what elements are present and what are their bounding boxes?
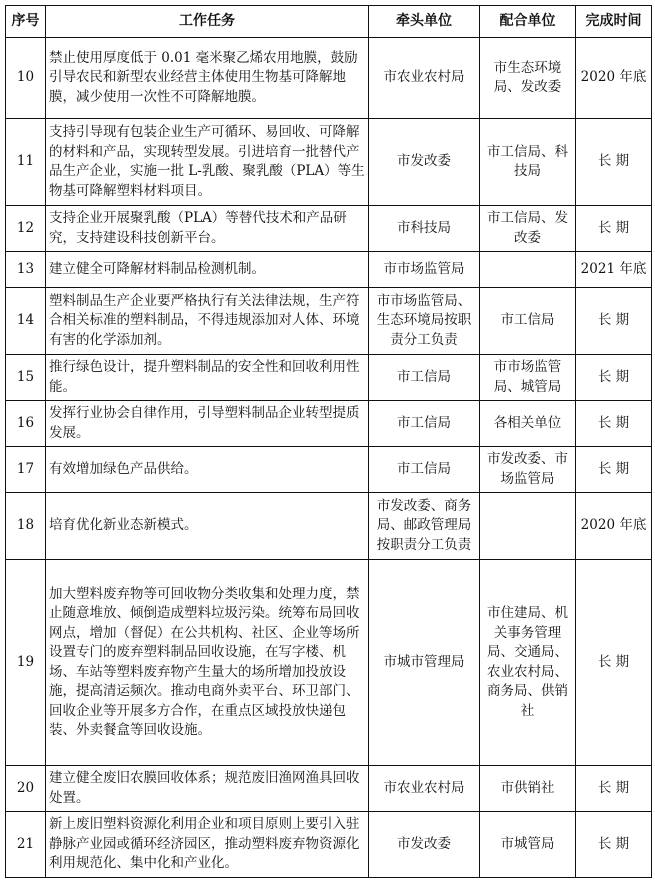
row-no: 17 (6, 447, 46, 493)
row-time: 2020 年底 (576, 493, 652, 560)
row-no: 11 (6, 119, 46, 206)
row-time: 2021 年底 (576, 252, 652, 288)
table-row (6, 812, 652, 878)
row-time: 长 期 (576, 560, 652, 766)
table-row (6, 766, 652, 812)
row-lead: 市工信局 (369, 355, 480, 401)
row-no: 10 (6, 38, 46, 119)
row-coop: 市供销社 (480, 766, 576, 812)
row-no: 12 (6, 206, 46, 252)
table-row (6, 38, 652, 119)
row-lead: 市工信局 (369, 401, 480, 447)
table-row (6, 252, 652, 288)
row-coop: 市发改委、市场监管局 (480, 447, 576, 493)
header-task: 工作任务 (46, 6, 369, 38)
row-task: 有效增加绿色产品供给。 (46, 447, 369, 493)
row-lead: 市农业农村局 (369, 766, 480, 812)
row-coop: 市工信局、发改委 (480, 206, 576, 252)
header-coop: 配合单位 (480, 6, 576, 38)
table-row (6, 493, 652, 560)
row-task: 发挥行业协会自律作用，引导塑料制品企业转型提质发展。 (46, 401, 369, 447)
row-coop: 市工信局、科技局 (480, 119, 576, 206)
row-task: 支持引导现有包装企业生产可循环、易回收、可降解的材料和产品，实现转型发展。引进培育一批替代产品生产企业，实施一批 L-乳酸、聚乳酸（PLA）等生物基可降解塑料材料项目。 (46, 119, 369, 206)
row-lead: 市市场监管局、生态环境局按职责分工负责 (369, 288, 480, 355)
table-row (6, 401, 652, 447)
task-table (5, 5, 652, 878)
row-task: 推行绿色设计，提升塑料制品的安全性和回收利用性能。 (46, 355, 369, 401)
row-lead: 市发改委 (369, 119, 480, 206)
row-task: 建立健全废旧农膜回收体系；规范废旧渔网渔具回收处置。 (46, 766, 369, 812)
row-coop: 市工信局 (480, 288, 576, 355)
row-no: 15 (6, 355, 46, 401)
row-task: 加大塑料废弃物等可回收物分类收集和处理力度，禁止随意堆放、倾倒造成塑料垃圾污染。统筹布局回收网点，增加（督促）在公共机构、社区、企业等场所设置专门的废弃塑料制品回收设施，在写字楼、机场、车站等塑料废弃物产生量大的场所增加投放设施，提高清运频次。推动电商外卖平台、环卫部门、回收企业等开展多方合作，在重点区域投放快递包装、外卖餐盒等回收设施。 (46, 560, 369, 766)
row-no: 19 (6, 560, 46, 766)
header-time: 完成时间 (576, 6, 652, 38)
table-header-row (6, 6, 652, 38)
row-time: 长 期 (576, 766, 652, 812)
row-time: 长 期 (576, 206, 652, 252)
row-time: 长 期 (576, 355, 652, 401)
row-time: 长 期 (576, 401, 652, 447)
table-row (6, 206, 652, 252)
table-row (6, 560, 652, 766)
row-task: 禁止使用厚度低于 0.01 毫米聚乙烯农用地膜，鼓励引导农民和新型农业经营主体使用生物基可降解地膜，减少使用一次性不可降解地膜。 (46, 38, 369, 119)
row-coop (480, 493, 576, 560)
row-lead: 市发改委、商务局、邮政管理局按职责分工负责 (369, 493, 480, 560)
row-coop (480, 252, 576, 288)
header-lead: 牵头单位 (369, 6, 480, 38)
row-lead: 市科技局 (369, 206, 480, 252)
row-coop: 市城管局 (480, 812, 576, 878)
table-row (6, 447, 652, 493)
row-task: 塑料制品生产企业要严格执行有关法律法规，生产符合相关标准的塑料制品，不得违规添加对人体、环境有害的化学添加剂。 (46, 288, 369, 355)
row-no: 20 (6, 766, 46, 812)
table-row (6, 288, 652, 355)
row-time: 长 期 (576, 119, 652, 206)
row-no: 16 (6, 401, 46, 447)
row-no: 13 (6, 252, 46, 288)
row-task: 建立健全可降解材料制品检测机制。 (46, 252, 369, 288)
row-lead: 市城市管理局 (369, 560, 480, 766)
row-task: 支持企业开展聚乳酸（PLA）等替代技术和产品研究，支持建设科技创新平台。 (46, 206, 369, 252)
row-coop: 各相关单位 (480, 401, 576, 447)
row-time: 长 期 (576, 288, 652, 355)
row-coop: 市生态环境局、发改委 (480, 38, 576, 119)
row-task: 培育优化新业态新模式。 (46, 493, 369, 560)
row-coop: 市住建局、机关事务管理局、交通局、农业农村局、商务局、供销社 (480, 560, 576, 766)
row-lead: 市发改委 (369, 812, 480, 878)
row-time: 长 期 (576, 447, 652, 493)
row-time: 长 期 (576, 812, 652, 878)
row-lead: 市工信局 (369, 447, 480, 493)
table-row (6, 119, 652, 206)
row-lead: 市市场监管局 (369, 252, 480, 288)
row-no: 14 (6, 288, 46, 355)
row-no: 21 (6, 812, 46, 878)
header-no: 序号 (6, 6, 46, 38)
row-coop: 市市场监管局、城管局 (480, 355, 576, 401)
row-task: 新上废旧塑料资源化利用企业和项目原则上要引入驻静脉产业园或循环经济园区，推动塑料废弃物资源化利用规范化、集中化和产业化。 (46, 812, 369, 878)
row-lead: 市农业农村局 (369, 38, 480, 119)
table-row (6, 355, 652, 401)
row-time: 2020 年底 (576, 38, 652, 119)
row-no: 18 (6, 493, 46, 560)
